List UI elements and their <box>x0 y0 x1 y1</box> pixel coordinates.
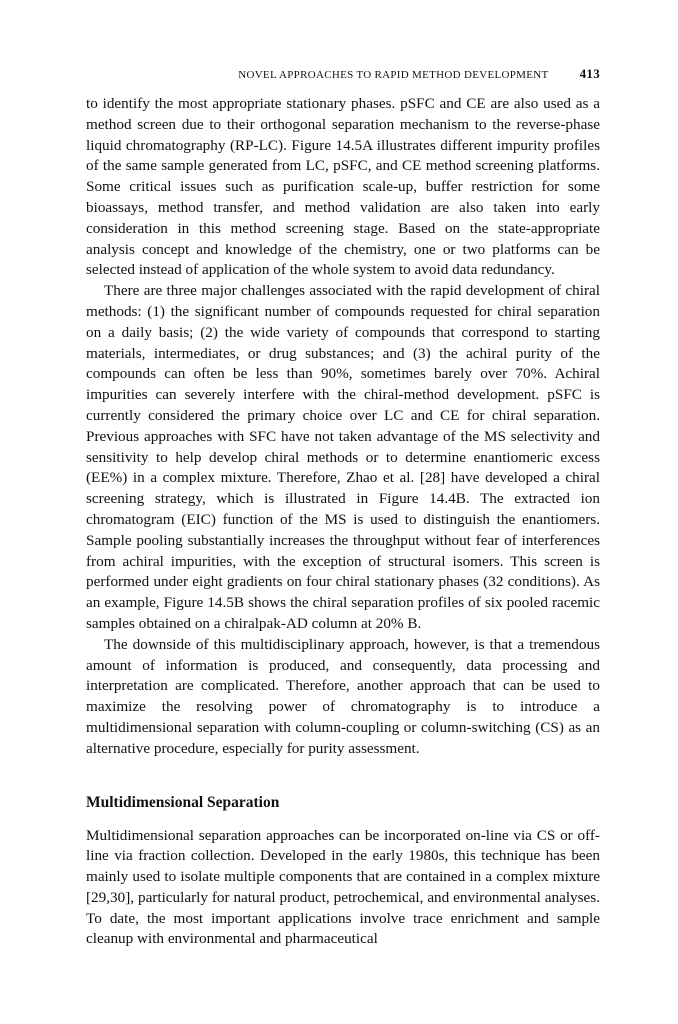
running-header <box>0 66 600 82</box>
page-number: 413 <box>579 66 600 81</box>
running-title: NOVEL APPROACHES TO RAPID METHOD DEVELOPMENT <box>238 69 549 81</box>
body-text <box>86 94 600 950</box>
section-heading: Multidimensional Separation <box>86 793 280 811</box>
paragraph-multidimensional: Multidimensional separation approaches can be incorporated on-line via CS or off-line via fraction collection. Developed in the early 1980s, this technique has been mainly used to isolate multiple components that are contained in a complex mixture [29,30], particularly for natural product, petrochemical, and environmental analyses. To date, the most important applications involve trace enrichment and sample cleanup with environmental and pharmaceutical <box>86 826 600 948</box>
paragraph-downside: The downside of this multidisciplinary approach, however, is that a tremendous amount of information is produced, and consequently, data processing and interpretation are complicated. Therefore, another approach that can be used to maximize the resolving power of chromatography is to introduce a multidimensional separation with column-coupling or column-switching (CS) as an alternative procedure, especially for purity assessment. <box>86 635 600 757</box>
paragraph-continued: to identify the most appropriate stationary phases. pSFC and CE are also used as a method screen due to their orthogonal separation mechanism to the reverse-phase liquid chromatography (RP-LC). Figure 14.5A illustrates different impurity profiles of the same sample generated from LC, pSFC, and CE method screening platforms. Some critical issues such as purification scale-up, buffer restriction for some bioassays, method transfer, and method validation are also taken into early consideration in this method screening stage. Based on the state-appropriate analysis concept and knowledge of the chemistry, one or two platforms can be selected instead of application of the whole system to avoid data redundancy. <box>86 95 600 279</box>
paragraph-chiral-challenges: There are three major challenges associated with the rapid development of chiral methods: (1) the significant number of compounds requested for chiral separation on a daily basis; (2) the wide variety of compounds that correspond to starting materials, intermediates, or drug substances; and (3) the achiral purity of the compounds can often be less than 90%, sometimes barely over 70%. Achiral impurities can severely interfere with the chiral-method development. pSFC is currently considered the primary choice over LC and CE for chiral separation. Previous approaches with SFC have not taken advantage of the MS selectivity and sensitivity to help develop chiral methods or to determine enantiomeric excess (EE%) in a complex mixture. Therefore, Zhao et al. [28] have developed a chiral screening strategy, which is illustrated in Figure 14.4B. The extracted ion chromatogram (EIC) function of the MS is used to distinguish the enantiomers. Sample pooling substantially increases the throughput without fear of interferences from achiral impurities, with the exception of structural isomers. This screen is performed under eight gradients on four chiral stationary phases (32 conditions). As an example, Figure 14.5B shows the chiral separation profiles of six pooled racemic samples obtained on a chiralpak-AD column at 20% B. <box>86 282 600 632</box>
